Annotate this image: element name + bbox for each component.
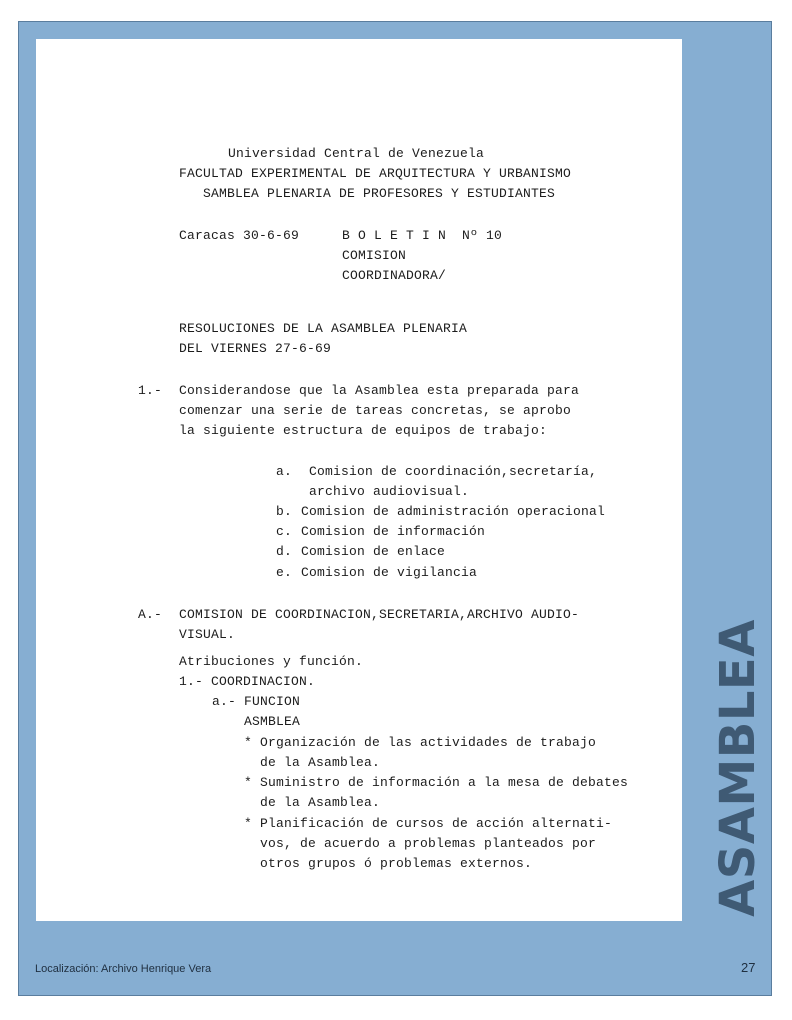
document-scan [36,39,682,921]
team-marker: c. [276,524,293,539]
team-marker: d. [276,544,293,559]
header-university: Universidad Central de Venezuela [228,146,485,161]
bullet-line: otros grupos ó problemas externos. [260,856,533,871]
team-marker: e. [276,565,293,580]
point-line: la siguiente estructura de equipos de trabajo: [179,423,548,438]
section-line: COMISION DE COORDINACION,SECRETARIA,ARCHIVO AUDIO- [179,607,580,622]
header-faculty: FACULTAD EXPERIMENTAL DE ARQUITECTURA Y URBANISMO [179,166,572,181]
bullet-line: Organización de las actividades de trabajo [260,735,597,750]
commission-line: COORDINADORA/ [342,268,447,283]
team-line: Comision de vigilancia [301,565,478,580]
bullet-asterisk: * [244,775,253,790]
section-marker: A.- [138,607,163,622]
point-line: Considerandose que la Asamblea esta preparada para [179,383,580,398]
team-line: Comision de administración operacional [301,504,606,519]
team-line: Comision de enlace [301,544,446,559]
header-assembly: SAMBLEA PLENARIA DE PROFESORES Y ESTUDIANTES [203,186,556,201]
team-line: archivo audiovisual. [309,484,470,499]
point-line: comenzar una serie de tareas concretas, se aprobo [179,403,572,418]
bullet-line: Suministro de información a la mesa de debates [260,775,629,790]
point-number: 1.- [138,383,163,398]
footer-location: Localización: Archivo Henrique Vera [35,963,212,975]
team-line: Comision de coordinación,secretaría, [309,464,598,479]
attributions: Atribuciones y función. [179,654,364,669]
side-title: ASAMBLEA [710,619,766,917]
bullet-line: de la Asamblea. [260,755,381,770]
bullet-asterisk: * [244,735,253,750]
asmblea-label: ASMBLEA [244,714,301,729]
bullet-line: de la Asamblea. [260,795,381,810]
commission-line: COMISION [342,248,407,263]
bullet-line: Planificación de cursos de acción alternati- [260,816,613,831]
section-line: VISUAL. [179,627,236,642]
resolutions-title: DEL VIERNES 27-6-69 [179,341,332,356]
place-date: Caracas 30-6-69 [179,228,300,243]
bullet-asterisk: * [244,816,253,831]
team-line: Comision de información [301,524,486,539]
page-number: 27 [741,960,756,975]
bulletin-number: B O L E T I N Nº 10 [342,228,503,243]
bullet-line: vos, de acuerdo a problemas planteados por [260,836,597,851]
coordination: 1.- COORDINACION. [179,674,316,689]
resolutions-title: RESOLUCIONES DE LA ASAMBLEA PLENARIA [179,321,468,336]
team-marker: b. [276,504,293,519]
team-marker: a. [276,464,293,479]
function-label: a.- FUNCION [212,694,301,709]
